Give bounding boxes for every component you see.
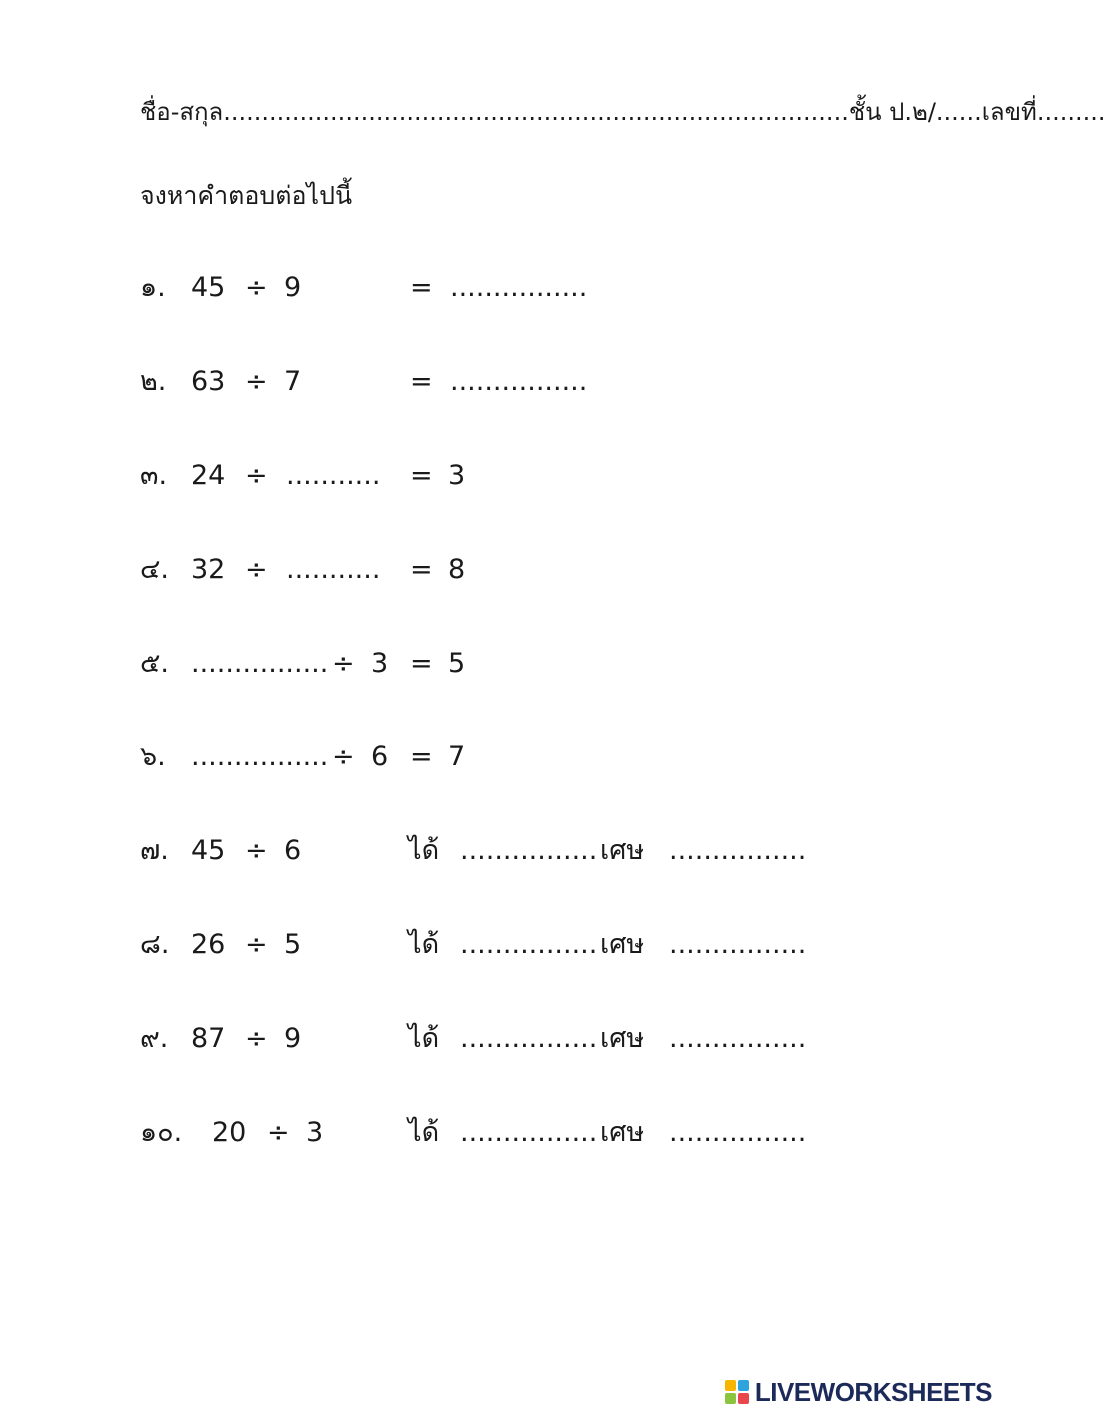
dividend: 24 [191, 460, 226, 491]
quotient-blank[interactable]: ................ [460, 929, 598, 960]
problem-number: ๑๐. [140, 1117, 183, 1148]
divide-sign: ÷ [245, 460, 268, 491]
divisor: 7 [284, 366, 302, 397]
student-info-line [140, 100, 1106, 124]
problem-number: ๗. [140, 835, 169, 866]
liveworksheets-watermark [725, 1379, 992, 1405]
logo-square [725, 1393, 736, 1404]
result: 7 [448, 741, 466, 772]
dividend: 45 [191, 835, 226, 866]
logo-square [738, 1380, 749, 1391]
dividend: 32 [191, 554, 226, 585]
problem-number: ๙. [140, 1023, 169, 1054]
class-blank[interactable]: ...... [935, 98, 982, 126]
problem-number: ๒. [140, 366, 167, 397]
remainder-label: เศษ [600, 929, 645, 960]
logo-square [738, 1393, 749, 1404]
logo-square [725, 1380, 736, 1391]
problem-row [0, 931, 1000, 971]
divide-sign: ÷ [245, 554, 268, 585]
divisor: 6 [284, 835, 302, 866]
quotient-blank[interactable]: ................ [460, 1117, 598, 1148]
number-label: เลขที่ [981, 98, 1037, 126]
divide-sign: ÷ [245, 1023, 268, 1054]
divide-sign: ÷ [245, 272, 268, 303]
divisor: 9 [284, 272, 302, 303]
equals-sign: = [410, 648, 433, 679]
divisor-blank[interactable]: ........... [286, 554, 381, 585]
equals-sign: = [410, 554, 433, 585]
dividend: 20 [212, 1117, 247, 1148]
problem-number: ๑. [140, 272, 166, 303]
problem-row [0, 556, 1000, 596]
name-label: ชื่อ-สกุล [140, 98, 224, 126]
divide-sign: ÷ [267, 1117, 290, 1148]
divide-sign: ÷ [245, 835, 268, 866]
divide-sign: ÷ [332, 741, 355, 772]
divisor: 6 [371, 741, 389, 772]
liveworksheets-logo-icon [725, 1380, 749, 1404]
equals-sign: = [410, 272, 433, 303]
number-blank[interactable]: ......... [1036, 98, 1106, 126]
problem-row [0, 650, 1000, 690]
dividend: 45 [191, 272, 226, 303]
problem-row [0, 274, 1000, 314]
divide-sign: ÷ [245, 929, 268, 960]
remainder-label: เศษ [600, 1023, 645, 1054]
dividend: 63 [191, 366, 226, 397]
problem-row [0, 1025, 1000, 1065]
divisor: 9 [284, 1023, 302, 1054]
remainder-blank[interactable]: ................ [669, 1117, 807, 1148]
problem-number: ๖. [140, 741, 166, 772]
result: 5 [448, 648, 466, 679]
dividend: 26 [191, 929, 226, 960]
answer-blank[interactable]: ................ [450, 366, 588, 397]
remainder-blank[interactable]: ................ [669, 835, 807, 866]
quotient-label: ได้ [408, 1023, 440, 1054]
divisor: 3 [371, 648, 389, 679]
divisor: 5 [284, 929, 302, 960]
problem-row [0, 1119, 1000, 1159]
remainder-label: เศษ [600, 1117, 645, 1148]
quotient-blank[interactable]: ................ [460, 1023, 598, 1054]
quotient-label: ได้ [408, 835, 440, 866]
answer-blank[interactable]: ................ [450, 272, 588, 303]
problem-row [0, 837, 1000, 877]
problem-number: ๓. [140, 460, 168, 491]
equals-sign: = [410, 366, 433, 397]
name-blank[interactable]: .................................................................................. [223, 98, 849, 126]
equals-sign: = [410, 741, 433, 772]
watermark-text: LIVEWORKSHEETS [754, 1377, 992, 1407]
divisor-blank[interactable]: ........... [286, 460, 381, 491]
problem-number: ๔. [140, 554, 170, 585]
instruction-text: จงหาคำตอบต่อไปนี้ [140, 181, 353, 210]
remainder-blank[interactable]: ................ [669, 929, 807, 960]
problem-row [0, 368, 1000, 408]
divide-sign: ÷ [332, 648, 355, 679]
dividend: 87 [191, 1023, 226, 1054]
dividend-blank[interactable]: ................ [191, 741, 329, 772]
dividend-blank[interactable]: ................ [191, 648, 329, 679]
problem-row [0, 743, 1000, 783]
problem-number: ๕. [140, 648, 170, 679]
problem-row [0, 462, 1000, 502]
quotient-blank[interactable]: ................ [460, 835, 598, 866]
problem-number: ๘. [140, 929, 170, 960]
remainder-blank[interactable]: ................ [669, 1023, 807, 1054]
class-label: ชั้น ป.๒/ [848, 98, 936, 126]
result: 3 [448, 460, 466, 491]
result: 8 [448, 554, 466, 585]
quotient-label: ได้ [408, 1117, 440, 1148]
divisor: 3 [306, 1117, 324, 1148]
quotient-label: ได้ [408, 929, 440, 960]
equals-sign: = [410, 460, 433, 491]
divide-sign: ÷ [245, 366, 268, 397]
remainder-label: เศษ [600, 835, 645, 866]
